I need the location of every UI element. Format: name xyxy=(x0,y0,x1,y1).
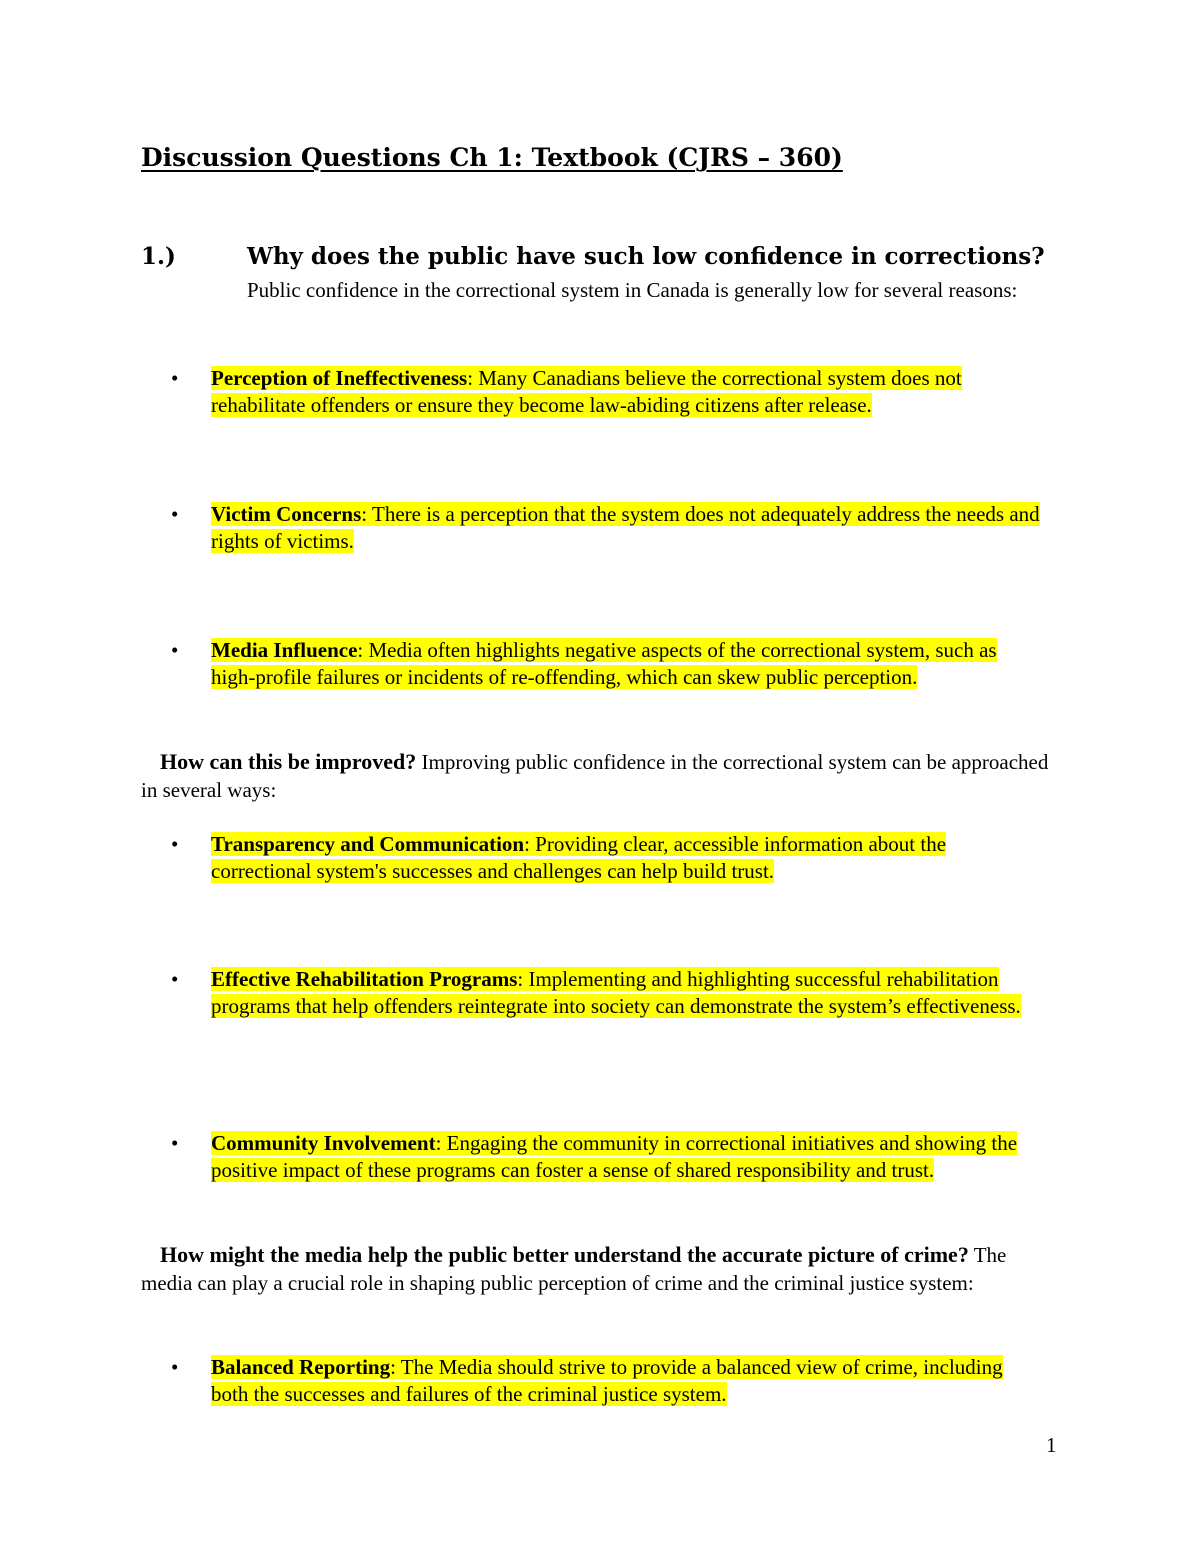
media-term: Balanced Reporting xyxy=(211,1355,391,1379)
media-paragraph xyxy=(141,1241,1061,1297)
question-heading: Why does the public have such low confidence in corrections? xyxy=(247,243,1045,270)
document-title: Discussion Questions Ch 1: Textbook (CJRS – 360) xyxy=(141,143,843,172)
question-text xyxy=(247,240,1047,307)
bullet-icon: • xyxy=(171,502,179,526)
question-intro: Public confidence in the correctional system in Canada is generally low for several reasons: xyxy=(247,278,1018,302)
media-heading: How might the media help the public better understand the accurate picture of crime? xyxy=(160,1242,969,1267)
page-number: 1 xyxy=(1046,1433,1057,1457)
reason-term: Perception of Ineffectiveness xyxy=(211,366,468,390)
bullet-icon: • xyxy=(171,1355,179,1379)
improvement-term: Effective Rehabilitation Programs xyxy=(211,967,518,991)
bullet-icon: • xyxy=(171,1131,179,1155)
improvement-heading: How can this be improved? xyxy=(160,749,417,774)
media-intro: The media can play a crucial role in shaping public perception of crime and the criminal justice system: xyxy=(141,1243,1007,1295)
improvement-term: Transparency and Communication xyxy=(211,832,525,856)
improvement-text: : Engaging the community in correctional initiatives and showing the positive impact of these programs can foster a sense of shared responsibility and trust. xyxy=(211,1131,1018,1182)
reason-text: : Media often highlights negative aspects of the correctional system, such as high-profile failures or incidents of re-offending, which can skew public perception. xyxy=(211,638,997,689)
improvement-term: Community Involvement xyxy=(211,1131,436,1155)
bullet-icon: • xyxy=(171,638,179,662)
question-number: 1.) xyxy=(141,243,176,270)
bullet-icon: • xyxy=(171,366,179,390)
bullet-icon: • xyxy=(171,967,179,991)
bullet-icon: • xyxy=(171,832,179,856)
improvement-paragraph xyxy=(141,748,1061,804)
improvement-text: : Providing clear, accessible information about the correctional system's successes and challenges can help build trust. xyxy=(211,832,947,883)
improvement-text: : Implementing and highlighting successful rehabilitation programs that help offenders reintegrate into society can demonstrate the system’s effectiveness. xyxy=(211,967,1021,1018)
media-text: : The Media should strive to provide a balanced view of crime, including both the successes and failures of the criminal justice system. xyxy=(211,1355,1003,1406)
improvement-intro: Improving public confidence in the correctional system can be approached in several ways: xyxy=(141,750,1049,802)
reason-text: : There is a perception that the system does not adequately address the needs and rights of victims. xyxy=(211,502,1040,553)
reason-term: Media Influence xyxy=(211,638,358,662)
reason-term: Victim Concerns xyxy=(211,502,362,526)
reason-text: : Many Canadians believe the correctional system does not rehabilitate offenders or ensure they become law-abiding citizens after release. xyxy=(211,366,962,417)
